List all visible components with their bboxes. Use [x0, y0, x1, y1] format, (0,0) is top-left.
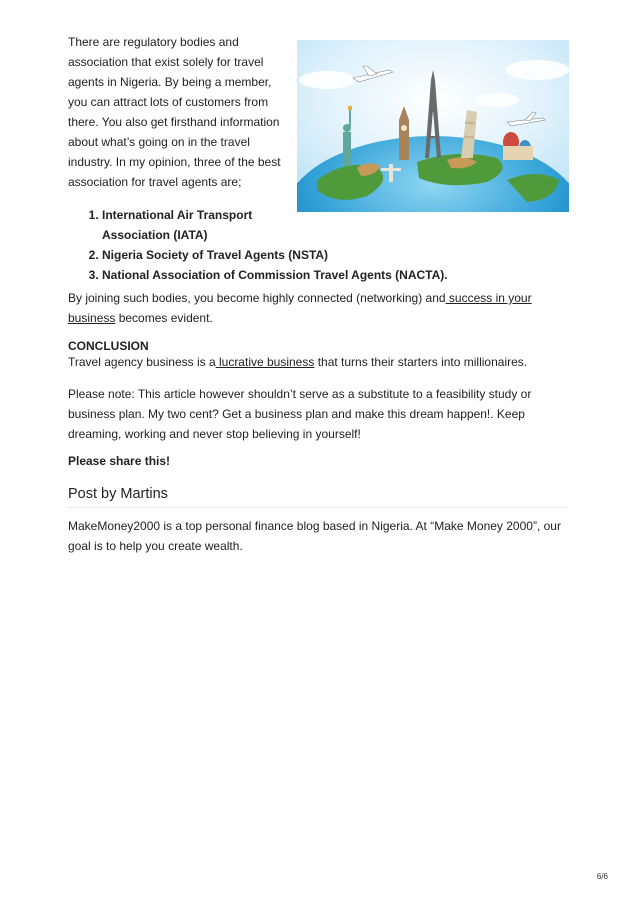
joining-text-end: becomes evident.	[115, 311, 213, 325]
association-name: Nigeria Society of Travel Agents (NSTA)	[102, 248, 329, 262]
list-item	[102, 245, 568, 265]
share-text: Please share this!	[68, 454, 171, 468]
divider	[68, 507, 568, 508]
conclusion-text-end: that turns their starters into millionaires.	[314, 355, 528, 369]
joining-paragraph	[68, 288, 568, 328]
lucrative-business-link[interactable]: lucrative business	[215, 355, 315, 369]
page-number: 6/6	[596, 872, 608, 881]
conclusion-heading: CONCLUSION	[68, 339, 149, 353]
intro-paragraph: There are regulatory bodies and association that exist solely for travel agents in Nigeria. By being a member, you can attract lots of customers from there. You also get firsthand information about what’s going on in the travel industry. In my opinion, three of the best association for travel agents are;	[68, 35, 281, 189]
association-list	[68, 205, 568, 285]
conclusion-paragraph	[68, 352, 568, 372]
association-name: National Association of Commission Travel Agents (NACTA).	[102, 268, 448, 282]
list-item	[102, 205, 568, 245]
association-name: International Air Transport Association (IATA)	[102, 208, 253, 242]
conclusion-text: Travel agency business is a	[68, 355, 216, 369]
note-paragraph: Please note: This article however shouldn’t serve as a substitute to a feasibility study or business plan. My two cent? Get a business plan and make this dream happen!. Keep dreaming, working and never stop believing in yourself!	[68, 387, 532, 441]
success-in-business-link[interactable]: success in your business	[68, 291, 532, 325]
joining-text: By joining such bodies, you become highly connected (networking) and	[68, 291, 446, 305]
author-bio: MakeMoney2000 is a top personal finance blog based in Nigeria. At “Make Money 2000”, our goal is to help you create wealth.	[68, 519, 561, 553]
author-heading: Post by Martins	[68, 486, 168, 502]
list-item	[102, 265, 568, 285]
globe-landmarks-illustration	[297, 40, 569, 212]
travel-landmarks-image	[297, 40, 569, 212]
